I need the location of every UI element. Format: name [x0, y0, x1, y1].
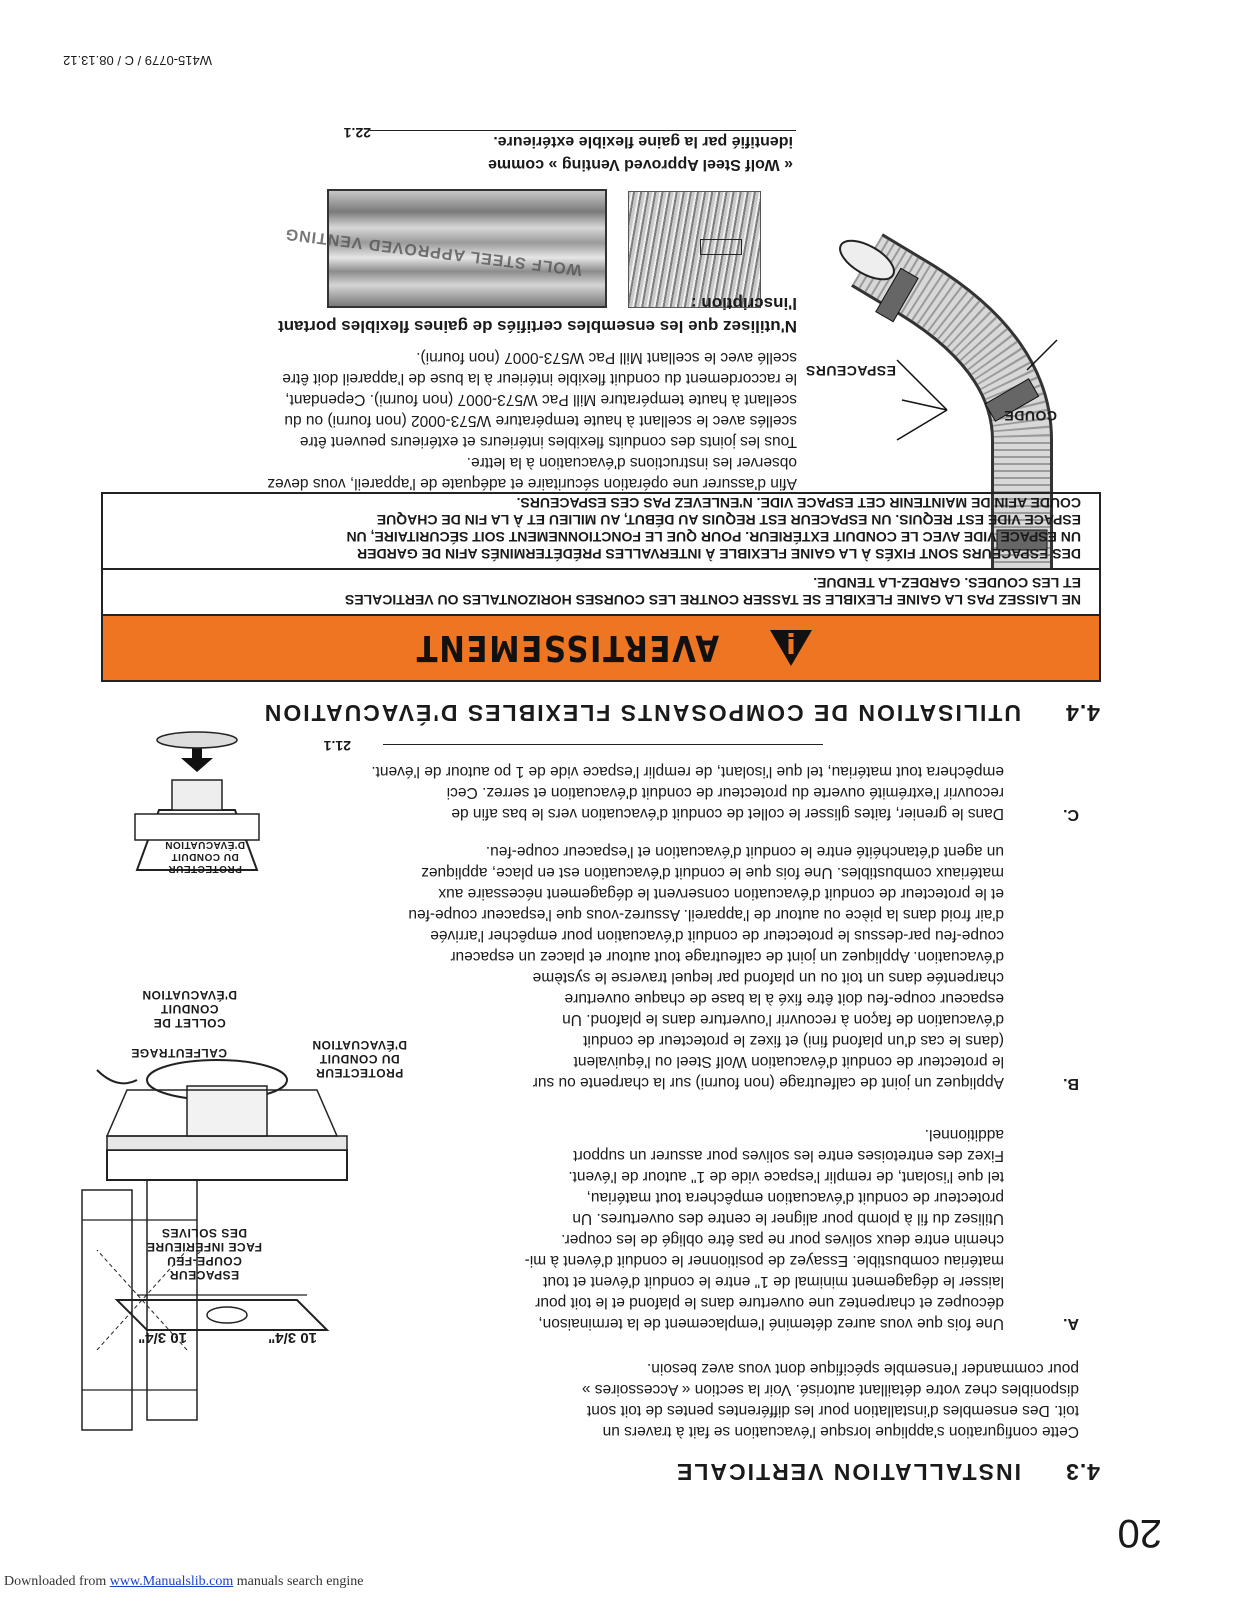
approved-venting-photo [283, 189, 607, 308]
document-code: W415-0779 / C / 08.13.12 [63, 53, 212, 68]
label-elbow: COUDE [1003, 408, 1057, 424]
info-icon [768, 628, 814, 668]
section-4-3-title: INSTALLATION VERTICALE [675, 1459, 1021, 1485]
dimension-label-1: 10 3/4" [138, 1329, 187, 1346]
step-c-text: Dans le grenier, faites glisser le collet de conduit d'évacuation vers le bas afin de recouvrir l'extrémité ouverte du protecteur de conduit d'évacuation et serrez. Ceci empêchera tout matériau, tel que l'isolant, de remplir l'espace vide de 1 po autour de l'évent. [371, 763, 1004, 822]
label-caulking: CALFEUTRAGE [130, 1046, 227, 1060]
section-4-3-number: 4.3 [1065, 1459, 1100, 1485]
step-a-text: Une fois que vous aurez déteminé l'emplacement de la terminaison, découpez et charpentez une ouverture dans le plafond et le toit pour laisser le dégagement minimal de 1" entre le conduit d'évent et tout matériau combustible. Essayez de positionner le conduit d'évent à mi- chemin entre deux solives pour ne pas être obligé de les couper. Utilisez du fil à plomb pour aligner le centre des ouvertures. Un protecteur de conduit d'évacuation empêchera tout matériau, tel que l'isolant, de remplir l'espace vide de 1" autour de l'évent. Fixez des entretoises entre les solives pour assurer un support additionnel. [524, 1126, 1004, 1332]
warning-tension-text: NE LAISSEZ PAS LA GAINE FLEXIBLE SE TASSER CONTRE LES COURSES HORIZONTALES OU VERTICALES ET LES COUDES. GARDEZ-LA TENDUE. [103, 568, 1099, 614]
page-number: 20 [1117, 1511, 1162, 1555]
label-shield-small: PROTECTEUR DU CONDUIT D'ÉVACUATION [164, 839, 245, 874]
dimension-label-2: 10 3/4" [268, 1329, 317, 1346]
warning-spacers-text: DES ESPACEURS SONT FIXÉS À LA GAINE FLEXIBLE À INTERVALLES PRÉDÉTERMINÉS AFIN DE GARDER UN ESPACE VIDE AVEC LE CONDUIT EXTÉRIEUR. POUR QUE LE FONCTIONNEMENT SOIT SÉCURITAIRE, UN ESPACE VIDE EST REQUIS. UN ESPACEUR EST REQUIS AU DÉBUT, AU MILIEU ET À LA FIN DE CHAQUE COUDE AFIN DE MAINTENIR CET ESPACE VIDE. N'ENLEVEZ PAS CES ESPACEURS. [346, 495, 1081, 562]
flex-pipe-photo [628, 191, 761, 308]
section-4-4-title: UTILISATION DE COMPOSANTS FLEXIBLES D'ÉVACUATION [262, 700, 1021, 726]
label-vent-collar: COLLET DE CONDUIT D'ÉVACUATION [141, 988, 237, 1030]
warning-box [101, 492, 1101, 682]
figure-22-1-rule [370, 130, 796, 131]
step-c-letter: C. [1063, 806, 1079, 823]
step-b-text: Appliquez un joint de calfeutrage (non fourni) sur la charpente ou sur le protecteur de conduit d'évacuation Wolf Steel ou l'équivalent (dans le cas d'un plafond fini) et fixez le protecteur de conduit d'évacuation de façon à recouvrir l'ouverture dans le plafond. Un espaceur coupe-feu doit être fixé à la base de chaque ouverture charpentée dans un toit ou un plafond par lequel traverse le système d'évacuation. Appliquez un joint de calfeutrage tout autour et placez un espaceur coupe-feu par-dessus le protecteur de conduit d'évacuation pour empêcher l'arrivée d'air froid dans la pièce ou autour de l'appareil. Assurez-vous que l'espaceur coupe-feu et le protecteur de conduit d'évacuation conservent le dégagement nécessaire aux matériaux combustibles. Une fois que le conduit d'évacuation est en place, appliquez un agent d'étanchéité entre le conduit d'évacuation et l'espaceur coupe-feu. [408, 843, 1004, 1091]
label-firestop: ESPACEUR COUPE-FEU FACE INFÉRIEURE DES SOLIVES [146, 1226, 262, 1282]
step-b-letter: B. [1063, 1075, 1079, 1092]
warning-title: AVERTISSEMENT [414, 627, 720, 669]
manualslib-link[interactable]: www.Manualslib.com [109, 1574, 234, 1589]
section-4-4-number: 4.4 [1065, 700, 1100, 726]
figure-21-1-rule [383, 744, 823, 745]
section-4-3-intro: Cette configuration s'applique lorsque l'évacuation se fait à travers un toit. Des ensembles d'installation pour les différentes pentes de toit sont disponibles chez votre détaillant autorisé. Voir la section « Accessoires » pour commander l'ensemble spécifique dont vous avez besoin. [581, 1360, 1079, 1440]
figure-22-1-caption: « Wolf Steel Approved Venting » comme identifié par la gaine flexible extérieure. [488, 133, 793, 173]
download-footer: Downloaded from www.Manualslib.com manuals search engine [4, 1574, 364, 1589]
section-4-4-certified-note: N'utilisez que les ensembles certifiés de gaines flexibles portant l'inscription : [278, 294, 797, 336]
figure-21-1-number: 21.1 [323, 738, 351, 754]
section-4-4-body: Afin d'assurer une opération sécuritaire et adéquate de l'appareil, vous devez observer les instructions d'évacuation à la lettre. Tous les joints des conduits flexibles intérieurs et extérieurs peuvent être scellés avec le scellant à haute température W573-0002 (non fourni) ou du scellant à haute température Mill Pac W573-0007 (non fourni). Cependant, le raccordement du conduit flexible intérieur à la buse de l'appareil doit être scellé avec le scellant Mill Pac W573-0007 (non fourni). [267, 349, 797, 492]
figure-22-1-number: 22.1 [343, 125, 371, 141]
warning-header [103, 614, 1099, 680]
label-shield-large: PROTECTEUR DU CONDUIT D'ÉVACUATION [311, 1038, 407, 1080]
step-a-letter: A. [1063, 1315, 1079, 1332]
joist-firestop-illustration [57, 1170, 347, 1450]
photo-imprint: WOLF STEEL APPROVED VENTING [283, 224, 583, 279]
label-spacers: ESPACEURS [805, 363, 896, 379]
